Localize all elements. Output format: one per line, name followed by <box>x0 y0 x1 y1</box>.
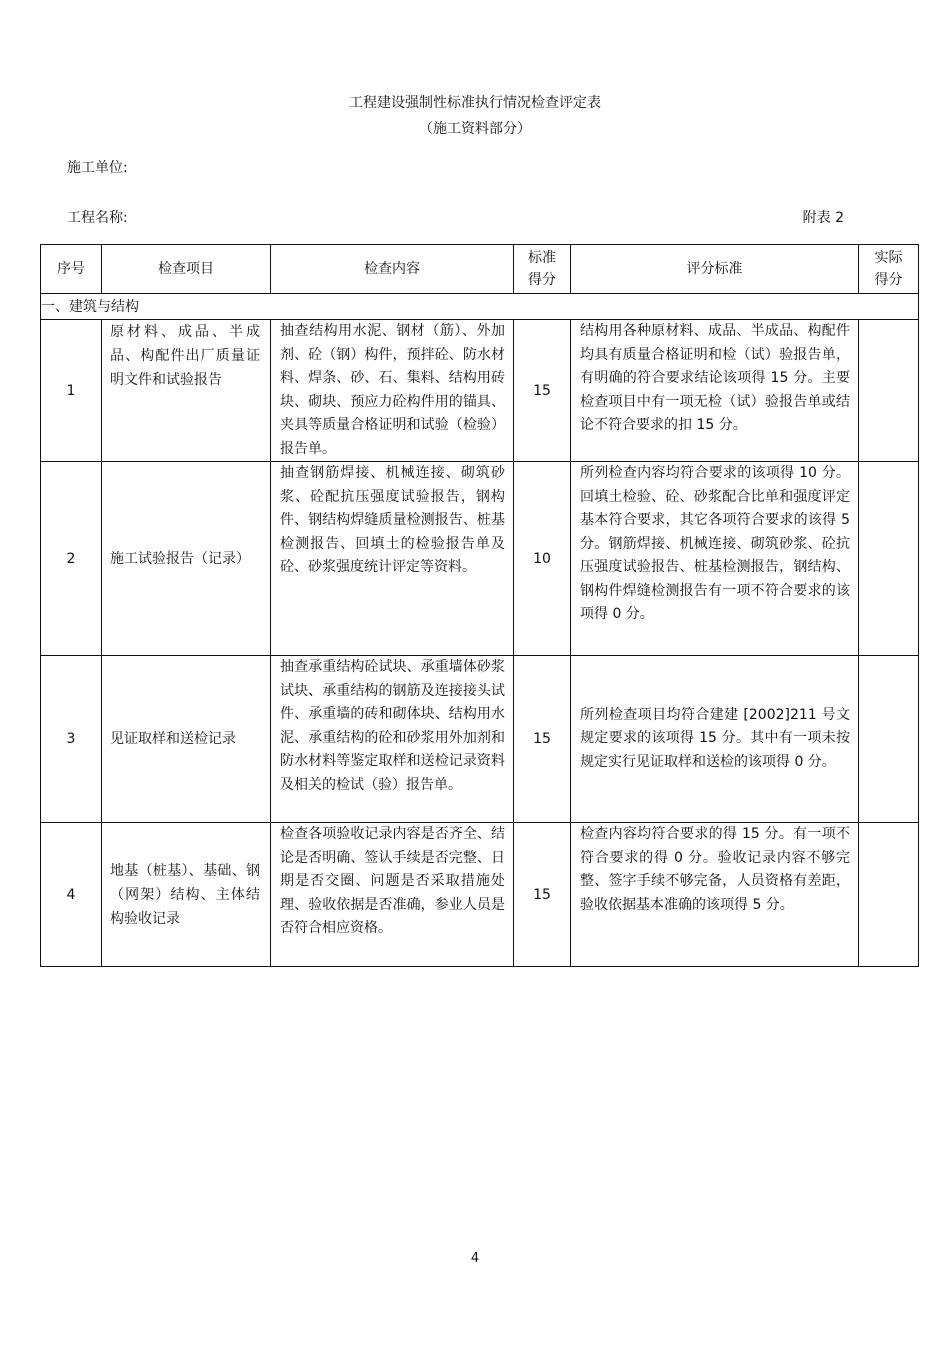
document-title: 工程建设强制性标准执行情况检查评定表 <box>349 95 601 111</box>
inspection-table <box>40 244 919 967</box>
section-row <box>41 294 919 320</box>
row-num: 3 <box>41 656 102 823</box>
attachment-label: 附表 2 <box>802 210 844 226</box>
document-subtitle: （施工资料部分） <box>419 121 531 137</box>
row-content: 抽查钢筋焊接、机械连接、砌筑砂浆、砼配抗压强度试验报告，钢构件、钢结构焊缝质量检测报告、桩基检测报告、回填土的检验报告单及砼、砂浆强度统计评定等资料。 <box>271 462 514 656</box>
row-num: 2 <box>41 462 102 656</box>
header-actual-line1: 实际 <box>874 250 903 266</box>
table-header-row <box>41 245 919 294</box>
construction-unit-label: 施工单位: <box>67 160 128 176</box>
row-item: 地基（桩基）、基础、钢（网架）结构、主体结构验收记录 <box>102 823 271 967</box>
row-item: 原材料、成品、半成品、构配件出厂质量证明文件和试验报告 <box>102 320 271 462</box>
header-num: 序号 <box>41 245 102 294</box>
row-actual <box>859 656 919 823</box>
page-number: 4 <box>470 1251 480 1266</box>
header-std-score-line1: 标准 <box>528 250 556 266</box>
row-criteria: 检查内容均符合要求的得 15 分。有一项不符合要求的得 0 分。验收记录内容不够完整、签字手续不够完备，人员资格有差距，验收依据基本准确的该项得 5 分。 <box>571 823 859 967</box>
table-row <box>41 823 919 967</box>
row-score: 15 <box>514 656 571 823</box>
table-row <box>41 462 919 656</box>
table-row <box>41 656 919 823</box>
row-content: 检查各项验收记录内容是否齐全、结论是否明确、签认手续是否完整、日期是否交圈、问题是否采取措施处理、验收依据是否准确，参业人员是否符合相应资格。 <box>271 823 514 967</box>
header-std-score <box>514 245 571 294</box>
header-std-score-line2: 得分 <box>528 272 556 288</box>
row-score: 10 <box>514 462 571 656</box>
row-content: 抽查结构用水泥、钢材（筋）、外加剂、砼（钢）构件，预拌砼、防水材料、焊条、砂、石、集料、结构用砖块、砌块、预应力砼构件用的锚具、夹具等质量合格证明和试验（检验）报告单。 <box>271 320 514 462</box>
row-content: 抽查承重结构砼试块、承重墙体砂浆试块、承重结构的钢筋及连接接头试件、承重墙的砖和砌体块、结构用水泥、承重结构的砼和砂浆用外加剂和防水材料等鉴定取样和送检记录资料及相关的检试（验）报告单。 <box>271 656 514 823</box>
row-actual <box>859 462 919 656</box>
row-score: 15 <box>514 823 571 967</box>
section-title: 一、建筑与结构 <box>41 294 919 320</box>
header-content: 检查内容 <box>271 245 514 294</box>
row-actual <box>859 823 919 967</box>
row-score: 15 <box>514 320 571 462</box>
table-row <box>41 320 919 462</box>
row-num: 1 <box>41 320 102 462</box>
project-name-label: 工程名称: <box>67 210 128 226</box>
row-criteria: 结构用各种原材料、成品、半成品、构配件均具有质量合格证明和检（试）验报告单，有明确的符合要求结论该项得 15 分。主要检查项目中有一项无检（试）验报告单或结论不符合要求的扣 15 分。 <box>571 320 859 462</box>
row-criteria: 所列检查内容均符合要求的该项得 10 分。回填土检验、砼、砂浆配合比单和强度评定基本符合要求，其它各项符合要求的该得 5 分。钢筋焊接、机械连接、砌筑砂浆、砼抗压强度试验报告、桩基检测报告，钢结构、钢构件焊缝检测报告有一项不符合要求的该项得 0 分。 <box>571 462 859 656</box>
row-item: 施工试验报告（记录） <box>102 462 271 656</box>
row-criteria: 所列检查项目均符合建建 [2002]211 号文规定要求的该项得 15 分。其中有一项未按规定实行见证取样和送检的该项得 0 分。 <box>571 656 859 823</box>
row-num: 4 <box>41 823 102 967</box>
row-actual <box>859 320 919 462</box>
header-criteria: 评分标准 <box>571 245 859 294</box>
header-item: 检查项目 <box>102 245 271 294</box>
header-actual-line2: 得分 <box>874 272 903 288</box>
header-actual <box>859 245 919 294</box>
row-item: 见证取样和送检记录 <box>102 656 271 823</box>
